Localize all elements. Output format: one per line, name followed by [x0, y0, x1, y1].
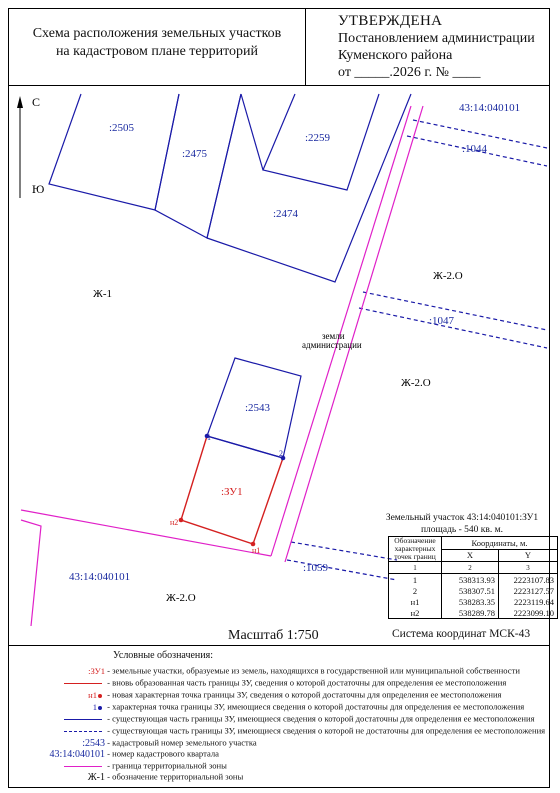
legend-item-zu — [9, 665, 520, 676]
point-n2-label: н2 — [170, 518, 179, 527]
col-y-header: Y — [499, 549, 558, 562]
legend-sym-quarter: 43:14:040101 — [49, 748, 105, 760]
row-point: 2 — [389, 585, 442, 596]
col-index-3: 3 — [499, 562, 558, 574]
row-point: н1 — [389, 596, 442, 607]
legend-item-cadastral-number — [9, 737, 257, 748]
parcel-2474-top — [241, 94, 263, 170]
quarter-bottom-label: 43:14:040101 — [69, 571, 131, 583]
legend-sym-existing-point: 1 — [92, 701, 97, 712]
legend-item-existing-boundary — [9, 713, 535, 724]
approved-by: Постановлением администрации — [338, 31, 535, 46]
row-x: 538289.78 — [442, 607, 499, 619]
row-y: 2223119.64 — [499, 596, 558, 607]
south-label: Ю — [32, 182, 45, 196]
table-row — [389, 585, 558, 596]
parcel-1047-label: :1047 — [429, 315, 455, 327]
parcel-2474-left — [207, 94, 241, 238]
scheme-title-line2: на кадастровом плане территорий — [55, 44, 259, 59]
table-row — [389, 607, 558, 619]
coord-table-title-line2: площадь - 540 кв. м. — [420, 525, 504, 535]
legend — [9, 645, 549, 787]
row-point: н2 — [389, 607, 442, 619]
parcel-1047-line2 — [359, 308, 547, 348]
col-x-header: X — [442, 549, 499, 562]
coord-table-title-line1: Земельный участок 43:14:040101:ЗУ1 — [385, 513, 539, 523]
coord-table-title — [372, 512, 552, 536]
approved-date: от _____.2026 г. № ____ — [338, 65, 481, 80]
legend-text-zone-boundary: - граница территориальной зоны — [107, 760, 227, 771]
zone-boundary-bottom-left — [21, 520, 41, 626]
parcel-1059-line1 — [291, 542, 397, 560]
parcel-2259-label: :2259 — [305, 132, 331, 144]
row-x: 538307.51 — [442, 585, 499, 596]
magenta-line-icon — [64, 766, 102, 767]
scheme-title — [9, 9, 306, 86]
col-point-header: Обозначение характерных точек границ — [389, 537, 442, 562]
legend-text-new-boundary: - вновь образованная часть границы ЗУ, сведения о которой достаточны для определения ее местоположения — [107, 677, 507, 688]
col-index-1: 1 — [389, 562, 442, 574]
parcel-2474-boundary — [207, 94, 411, 282]
zone-bottom-label: Ж-2.О — [166, 592, 196, 604]
legend-text-zu: - земельные участки, образуемые из земель, находящихся в государственной или муниципальной собственности — [107, 665, 520, 676]
land-label-1: земли — [322, 331, 345, 341]
table-row — [389, 596, 558, 607]
approved-label: УТВЕРЖДЕНА — [338, 13, 443, 29]
col-index-2: 2 — [442, 562, 499, 574]
quarter-top-label: 43:14:040101 — [459, 102, 521, 114]
parcel-2505-label: :2505 — [109, 122, 135, 134]
blue-dashed-line-icon — [64, 731, 102, 732]
legend-item-new-boundary — [9, 677, 506, 688]
red-dot-icon — [98, 694, 102, 698]
legend-text-cadastral-number: - кадастровый номер земельного участка — [107, 737, 257, 748]
legend-sym-zone-code: Ж-1 — [87, 771, 105, 783]
parcel-2543-label: :2543 — [245, 402, 271, 414]
zone-right-top-label: Ж-2.О — [433, 270, 463, 282]
zone-right-mid-label: Ж-2.О — [401, 377, 431, 389]
parcel-1044-label: :1044 — [462, 143, 488, 155]
legend-item-new-point — [9, 689, 502, 700]
point-n2-marker — [179, 518, 184, 523]
map-scale: Масштаб 1:750 — [228, 628, 319, 643]
point-n1-label: н1 — [252, 546, 261, 555]
zone-left-label: Ж-1 — [93, 288, 113, 300]
legend-sym-new-point: н1 — [88, 689, 97, 700]
parcel-2474-label: :2474 — [273, 208, 299, 220]
legend-item-unclear-boundary — [9, 725, 545, 736]
legend-text-new-point: - новая характерная точка границы ЗУ, сведения о которой достаточны для определения ее местоположения — [107, 689, 502, 700]
point-2-label: 2 — [279, 449, 283, 458]
row-x: 538313.93 — [442, 574, 499, 586]
parcel-1047-line1 — [363, 292, 547, 330]
parcel-2505-boundary — [49, 94, 179, 210]
approval-block — [306, 9, 549, 86]
parcel-1059-label: :1059 — [303, 562, 329, 574]
row-x: 538283.35 — [442, 596, 499, 607]
red-line-icon — [64, 683, 102, 684]
parcel-2475-label: :2475 — [182, 148, 208, 160]
zu1-label: :ЗУ1 — [221, 486, 243, 498]
coord-system: Система координат МСК-43 — [392, 628, 531, 640]
blue-dot-icon — [98, 706, 102, 710]
scheme-title-line1: Схема расположения земельных участков — [32, 26, 282, 41]
zu1-existing-boundary — [207, 436, 283, 458]
approved-district: Куменского района — [338, 48, 453, 63]
legend-title: Условные обозначения: — [113, 650, 214, 661]
col-coords-header: Координаты, м. — [442, 537, 558, 550]
legend-item-existing-point — [9, 701, 524, 712]
legend-text-unclear-boundary: - существующая часть границы ЗУ, имеющиеся сведения о которой не достаточны для определения ее местоположения — [107, 725, 546, 736]
table-row — [389, 574, 558, 586]
legend-item-quarter — [9, 748, 219, 759]
coords-table — [388, 536, 558, 619]
legend-text-zone-code: - обозначение территориальной зоны — [107, 771, 244, 782]
legend-text-quarter: - номер кадастрового квартала — [107, 748, 219, 759]
north-arrow-icon — [17, 96, 23, 198]
zone-boundary-road-right — [285, 106, 423, 562]
row-point: 1 — [389, 574, 442, 586]
blue-line-icon — [64, 719, 102, 720]
parcel-2475-boundary — [155, 94, 241, 238]
legend-item-zone-code — [9, 771, 243, 782]
legend-sym-cadastral-number: :2543 — [82, 737, 105, 749]
row-y: 2223107.83 — [499, 574, 558, 586]
legend-text-existing-boundary: - существующая часть границы ЗУ, имеющиеся сведения о которой достаточны для определения ее местоположения — [107, 713, 535, 724]
north-label: С — [32, 95, 41, 109]
legend-text-existing-point: - характерная точка границы ЗУ, имеющиеся сведения о которой достаточны для определения ее местоположения — [107, 701, 525, 712]
legend-item-zone-boundary — [9, 760, 227, 771]
land-label-2: администрации — [302, 340, 362, 350]
row-y: 2223127.57 — [499, 585, 558, 596]
point-1-label: 1 — [207, 433, 211, 442]
legend-sym-zu: :ЗУ1 — [88, 665, 105, 676]
zone-boundary-bottom — [21, 510, 271, 556]
row-y: 2223099.10 — [499, 607, 558, 619]
